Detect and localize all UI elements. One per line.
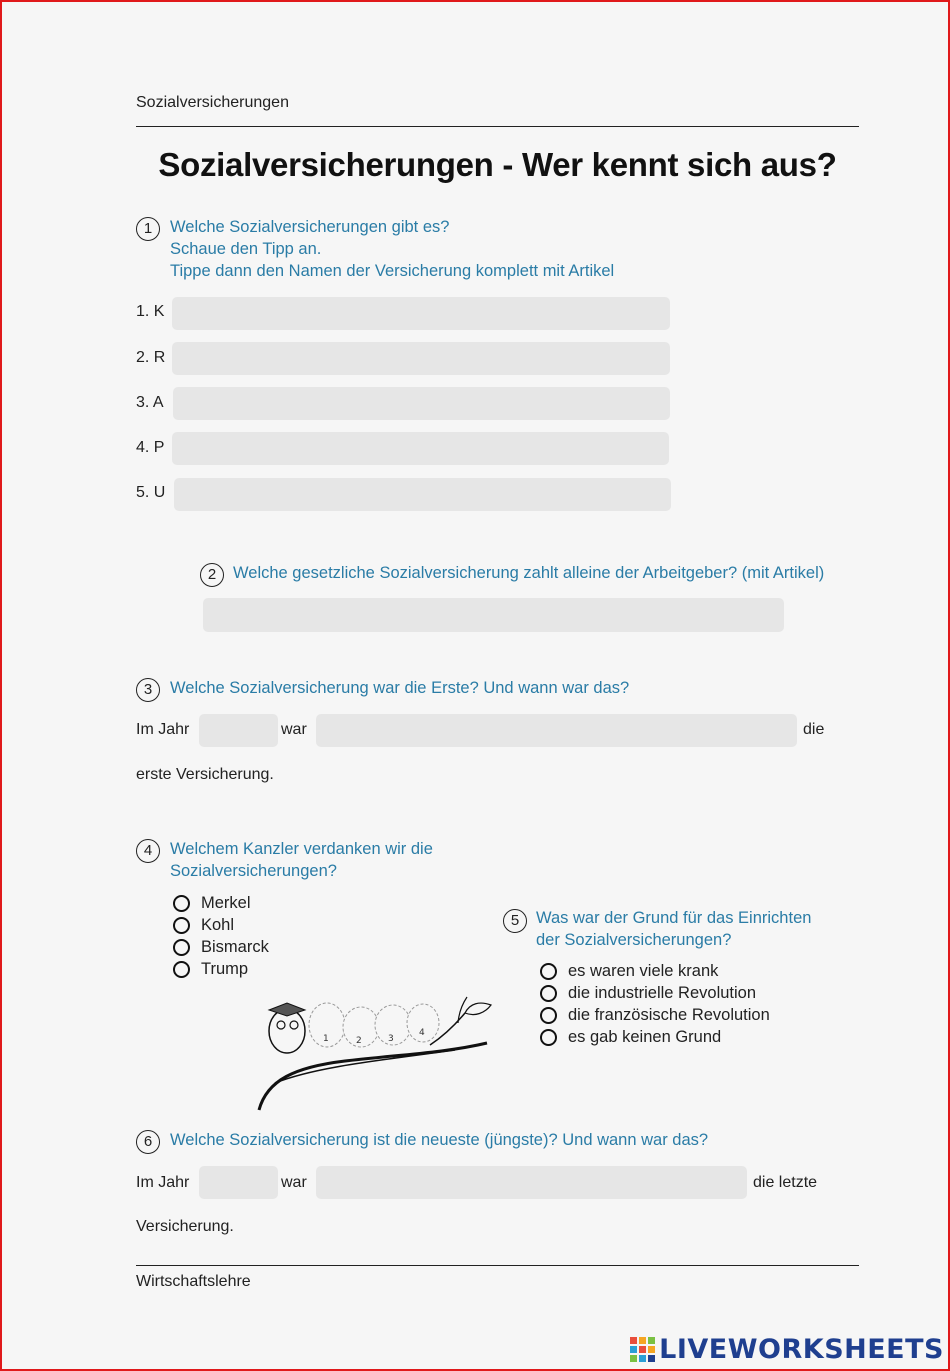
question-6-suffix: die letzte xyxy=(753,1174,818,1191)
option-label: Trump xyxy=(201,960,249,978)
option-kohl[interactable] xyxy=(173,914,269,936)
option-label: die französische Revolution xyxy=(568,1006,770,1024)
answer-4-label: 4. P xyxy=(136,439,165,456)
option-trump[interactable] xyxy=(173,958,269,980)
question-3-year-input[interactable] xyxy=(199,714,278,747)
option-label: Kohl xyxy=(201,916,235,934)
question-2-input[interactable] xyxy=(203,598,784,632)
page-header: Sozialversicherungen xyxy=(136,94,289,111)
question-3-line2: erste Versicherung. xyxy=(136,766,274,783)
owl-branch-illustration xyxy=(255,995,495,1113)
question-5-line: der Sozialversicherungen? xyxy=(536,931,732,949)
question-6-middle: war xyxy=(281,1174,307,1191)
question-5-number: 5 xyxy=(503,909,527,933)
header-divider xyxy=(136,126,859,127)
question-4-number: 4 xyxy=(136,839,160,863)
answer-5-input[interactable] xyxy=(174,478,671,511)
question-5-options xyxy=(540,960,770,1048)
option-industrielle-revolution[interactable] xyxy=(540,982,770,1004)
logo-text: LIVEWORKSHEETS xyxy=(659,1334,944,1365)
page-footer: Wirtschaftslehre xyxy=(136,1273,251,1290)
question-6-text: Welche Sozialversicherung ist die neueste (jüngste)? Und wann war das? xyxy=(170,1131,709,1149)
option-bismarck[interactable] xyxy=(173,936,269,958)
question-4-text xyxy=(170,838,433,882)
question-1-line: Welche Sozialversicherungen gibt es? xyxy=(170,218,450,236)
radio-icon[interactable] xyxy=(540,1007,557,1024)
owl-number-2: 2 xyxy=(356,1036,362,1046)
question-3-text: Welche Sozialversicherung war die Erste? Und wann war das? xyxy=(170,679,630,697)
question-2-number: 2 xyxy=(200,563,224,587)
option-label: Merkel xyxy=(201,894,251,912)
question-5-line: Was war der Grund für das Einrichten xyxy=(536,909,812,927)
question-6-number: 6 xyxy=(136,1130,160,1154)
question-6-line2: Versicherung. xyxy=(136,1218,234,1235)
answer-3-label: 3. A xyxy=(136,394,164,411)
answer-4-input[interactable] xyxy=(172,432,669,465)
question-6-year-input[interactable] xyxy=(199,1166,278,1199)
answer-1-input[interactable] xyxy=(172,297,670,330)
answer-2-input[interactable] xyxy=(172,342,670,375)
option-label: es gab keinen Grund xyxy=(568,1028,722,1046)
radio-icon[interactable] xyxy=(173,917,190,934)
question-1-line: Tippe dann den Namen der Versicherung komplett mit Artikel xyxy=(170,262,615,280)
question-2-text: Welche gesetzliche Sozialversicherung zahlt alleine der Arbeitgeber? (mit Artikel) xyxy=(233,564,825,582)
owl-number-4: 4 xyxy=(419,1028,425,1038)
question-1-number: 1 xyxy=(136,217,160,241)
question-3-middle: war xyxy=(281,721,307,738)
question-1-line: Schaue den Tipp an. xyxy=(170,240,322,258)
liveworksheets-logo xyxy=(630,1334,944,1365)
question-5-text xyxy=(536,907,811,951)
radio-icon[interactable] xyxy=(173,895,190,912)
question-6-name-input[interactable] xyxy=(316,1166,747,1199)
radio-icon[interactable] xyxy=(540,985,557,1002)
radio-icon[interactable] xyxy=(540,963,557,980)
question-3-prefix: Im Jahr xyxy=(136,721,190,738)
radio-icon[interactable] xyxy=(173,961,190,978)
radio-icon[interactable] xyxy=(540,1029,557,1046)
page-title: Sozialversicherungen - Wer kennt sich aus? xyxy=(158,146,837,183)
question-6-prefix: Im Jahr xyxy=(136,1174,190,1191)
question-3-suffix: die xyxy=(803,721,825,738)
owl-number-1: 1 xyxy=(323,1034,329,1044)
answer-5-label: 5. U xyxy=(136,484,166,501)
footer-divider xyxy=(136,1265,859,1266)
question-1-text xyxy=(170,216,614,282)
answer-3-input[interactable] xyxy=(173,387,670,420)
option-label: die industrielle Revolution xyxy=(568,984,757,1002)
option-merkel[interactable] xyxy=(173,892,269,914)
option-franzoesische-revolution[interactable] xyxy=(540,1004,770,1026)
owl-number-3: 3 xyxy=(388,1034,394,1044)
question-3-number: 3 xyxy=(136,678,160,702)
answer-1-label: 1. K xyxy=(136,303,165,320)
question-4-line: Welchem Kanzler verdanken wir die xyxy=(170,840,433,858)
question-4-line: Sozialversicherungen? xyxy=(170,862,337,880)
option-viele-krank[interactable] xyxy=(540,960,770,982)
option-kein-grund[interactable] xyxy=(540,1026,770,1048)
question-3-name-input[interactable] xyxy=(316,714,797,747)
radio-icon[interactable] xyxy=(173,939,190,956)
question-4-options xyxy=(173,892,269,980)
option-label: es waren viele krank xyxy=(568,962,719,980)
answer-2-label: 2. R xyxy=(136,349,166,366)
logo-grid-icon xyxy=(630,1337,655,1362)
option-label: Bismarck xyxy=(201,938,269,956)
